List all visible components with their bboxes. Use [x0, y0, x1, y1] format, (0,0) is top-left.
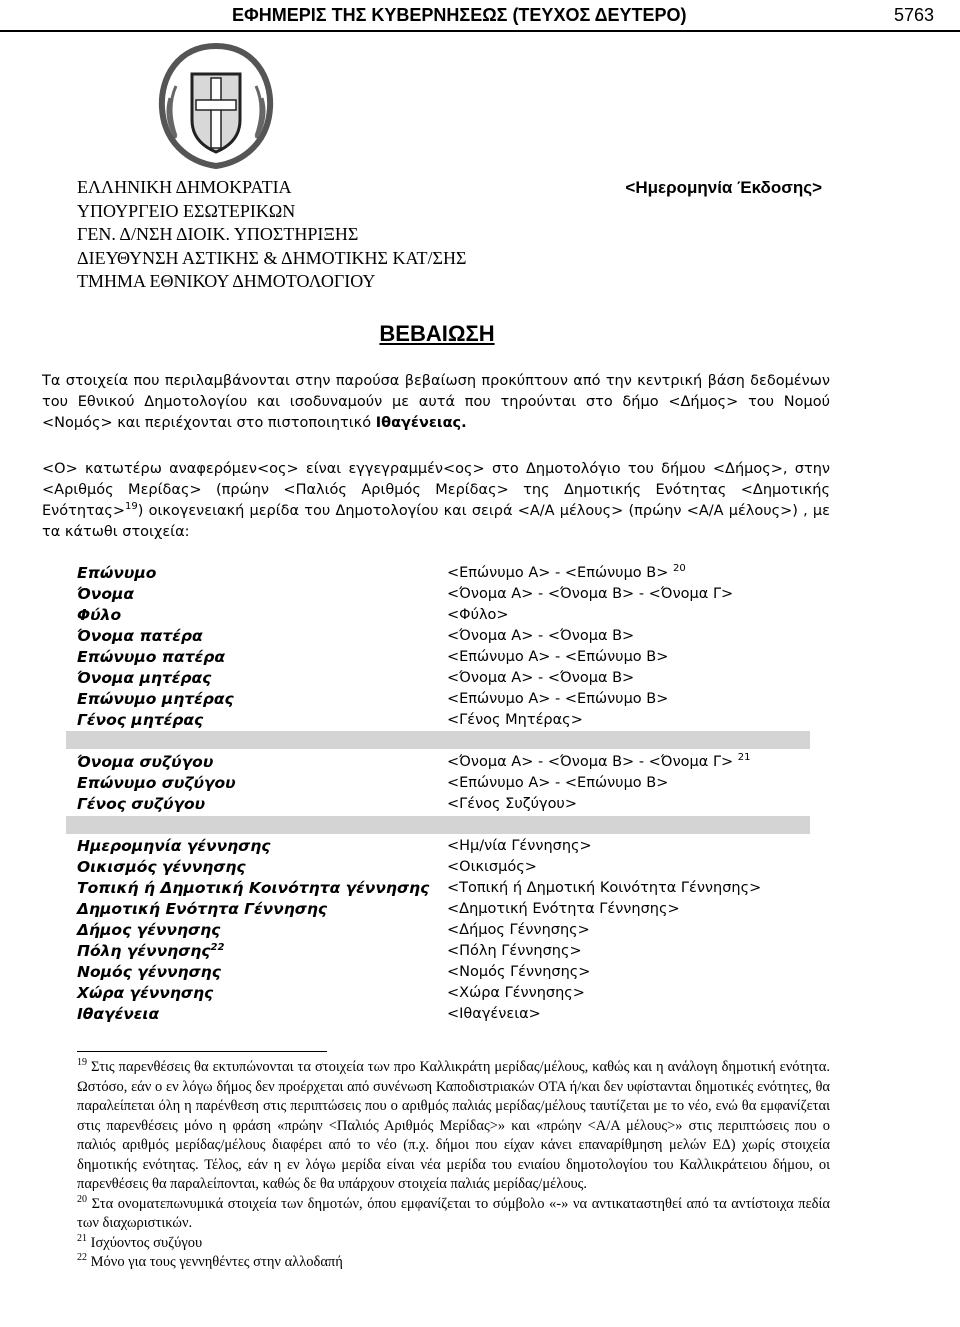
- field-label: Δημοτική Ενότητα Γέννησης: [77, 900, 328, 918]
- intro-certificate-type: Ιθαγένειας.: [375, 415, 467, 431]
- field-row: [0, 689, 960, 710]
- field-value: <Γένος Μητέρας>: [447, 712, 583, 728]
- field-value: <Όνομα Α> - <Όνομα Β>: [447, 670, 635, 686]
- footnote-ref: 22: [210, 941, 225, 953]
- authority-line: ΤΜΗΜΑ ΕΘΝΙΚΟΥ ΔΗΜΟΤΟΛΟΓΙΟΥ: [77, 271, 376, 291]
- field-row: [0, 962, 960, 983]
- field-row: [0, 920, 960, 941]
- field-row: [0, 983, 960, 1004]
- field-row: [0, 605, 960, 626]
- field-label: Ιθαγένεια: [77, 1005, 160, 1023]
- authority-line: ΔΙΕΥΘΥΝΣΗ ΑΣΤΙΚΗΣ & ΔΗΜΟΤΙΚΗΣ ΚΑΤ/ΣΗΣ: [77, 247, 467, 268]
- issuing-authority: [77, 176, 467, 294]
- field-label: Χώρα γέννησης: [77, 984, 214, 1002]
- footnote-ref: 19: [125, 501, 138, 513]
- field-value: <Φύλο>: [447, 607, 509, 623]
- footnote-separator: [77, 1051, 327, 1052]
- registration-text-a: <Ο> κατωτέρω αναφερόμεν<ος> είναι εγγεγραμμέν<ος> στο Δημοτολόγιο του δήμου <Δήμος>, στην <Αριθμός Μερίδας> (πρώην <Παλιός Αριθμός Μερίδας> της Δημοτικής Ενότητας <Δημοτικής Ενότητας>: [42, 461, 830, 519]
- greek-coat-of-arms-icon: [148, 38, 284, 174]
- field-value: <Ημ/νία Γέννησης>: [447, 838, 592, 854]
- field-row: [0, 647, 960, 668]
- registration-paragraph: [42, 459, 830, 543]
- footnote: $^{21}$ Ισχύοντος συζύγου: [77, 1232, 203, 1251]
- field-value: <Επώνυμο Α> - <Επώνυμο Β>: [447, 691, 669, 707]
- gazette-title: ΕΦΗΜΕΡΙΣ ΤΗΣ ΚΥΒΕΡΝΗΣΕΩΣ (ΤΕΥΧΟΣ ΔΕΥΤΕΡΟ): [232, 5, 687, 25]
- field-row: [0, 626, 960, 647]
- field-label: Επώνυμο συζύγου: [77, 774, 236, 792]
- authority-line: ΕΛΛΗΝΙΚΗ ΔΗΜΟΚΡΑΤΙΑ: [77, 177, 292, 197]
- field-row: [0, 899, 960, 920]
- personal-details: [0, 563, 960, 1025]
- field-label: Επώνυμο πατέρα: [77, 648, 225, 666]
- field-label: Οικισμός γέννησης: [77, 858, 246, 876]
- field-label: Νομός γέννησης: [77, 963, 221, 981]
- field-label: Τοπική ή Δημοτική Κοινότητα γέννησης: [77, 879, 430, 897]
- field-value: <Δημοτική Ενότητα Γέννησης>: [447, 901, 680, 917]
- field-value: <Ιθαγένεια>: [447, 1006, 541, 1022]
- field-value: <Οικισμός>: [447, 859, 537, 875]
- field-label: Όνομα μητέρας: [77, 669, 212, 687]
- field-row: [0, 773, 960, 794]
- field-value: <Επώνυμο Α> - <Επώνυμο Β> $^{20}$: [447, 563, 686, 581]
- field-value: <Νομός Γέννησης>: [447, 964, 591, 980]
- field-label: Όνομα συζύγου: [77, 753, 214, 771]
- field-value: <Όνομα Α> - <Όνομα Β> - <Όνομα Γ> $^{21}$: [447, 752, 751, 770]
- intro-text: Τα στοιχεία που περιλαμβάνονται στην παρούσα βεβαίωση προκύπτουν από την κεντρική βάση δεδομένων του Εθνικού Δημοτολογίου και ισοδυναμούν με αυτά που τηρούνται στο δήμο <Δήμος> του Νομού <Νομός> και περιέχονται στο πιστοποιητικό: [42, 373, 830, 431]
- field-row: [0, 1004, 960, 1025]
- document-title: ΒΕΒΑΙΩΣΗ: [379, 321, 495, 346]
- issue-date: <Ημερομηνία Έκδοσης>: [625, 178, 822, 197]
- footnote-ref: 21: [737, 752, 751, 764]
- field-row: [0, 857, 960, 878]
- field-value: <Επώνυμο Α> - <Επώνυμο Β>: [447, 775, 669, 791]
- field-row: [0, 563, 960, 584]
- field-row: [0, 752, 960, 773]
- field-label: Δήμος γέννησης: [77, 921, 221, 939]
- field-label: Επώνυμο: [77, 564, 157, 582]
- footnote: $^{19}$ Στις παρενθέσεις θα εκτυπώνονται τα στοιχεία των προ Καλλικράτη μερίδας/μέλους, καθώς και η ανάλογη δημοτική ενότητα. Ωστόσο, εάν ο εν λόγω δήμος δεν προέρχεται από συνένωση Καποδιστριακών ΟΤΑ ή/και δεν υφίστανται δημοτικές ενότητες, θα παραλείπεται όλη η παρένθεση στις περιπτώσεις που ο αριθμός παλιάς μερίδας/μέλους ταυτίζεται με το νέο, ενώ θα εμφανίζεται στις παρενθέσεις μόνο η φράση «πρώην <Παλιός Αριθμός Μερίδας>» και «πρώην <Α/Α μέλους>» στις περιπτώσεις που ο παλιός αριθμός μερίδας/μέλους διαφέρει από το νέο (π.χ. δήμοι που είχαν κάνει επαναρίθμηση μελών ΕΔ) χωρίς στοιχεία δημοτικής ενότητας. Τέλος, εάν η εν λόγω μερίδα είναι νέα μερίδα του ενιαίου δημοτολογίου του Καλλικράτειου δήμου, οι παρενθέσεις θα παραλείπονται, καθώς δε θα υπάρχουν στοιχεία παλιάς μερίδας/μέλους.: [77, 1057, 831, 1192]
- field-row: [0, 941, 960, 962]
- field-value: <Τοπική ή Δημοτική Κοινότητα Γέννησης>: [447, 880, 762, 896]
- registration-text-b: ) οικογενειακή μερίδα του Δημοτολογίου και σειρά <Α/Α μέλους> (πρώην <Α/Α μέλους>) , με τα κάτωθι στοιχεία:: [42, 503, 830, 540]
- field-row: [0, 584, 960, 605]
- field-row: [0, 794, 960, 815]
- field-value: <Πόλη Γέννησης>: [447, 943, 582, 959]
- field-label: Γένος συζύγου: [77, 795, 206, 813]
- footnote: $^{22}$ Μόνο για τους γεννηθέντες στην αλλοδαπή: [77, 1252, 343, 1270]
- authority-line: ΓΕΝ. Δ/ΝΣΗ ΔΙΟΙΚ. ΥΠΟΣΤΗΡΙΞΗΣ: [77, 224, 359, 244]
- footnote: $^{20}$ Στα ονοματεπωνυμικά στοιχεία των δημοτών, όπου εμφανίζεται το σύμβολο «-» να αντικαταστηθεί από τα αντίστοιχα πεδία των διαχωριστικών.: [77, 1193, 831, 1231]
- field-row: [0, 878, 960, 899]
- field-value: <Επώνυμο Α> - <Επώνυμο Β>: [447, 649, 669, 665]
- field-value: <Όνομα Α> - <Όνομα Β> - <Όνομα Γ>: [447, 586, 734, 602]
- field-row: [0, 836, 960, 857]
- field-label: Γένος μητέρας: [77, 711, 204, 729]
- page-number: 5763: [893, 5, 934, 25]
- footnotes: [77, 1058, 830, 1273]
- field-label: Πόλη γέννησης$^{22}$: [77, 941, 225, 960]
- authority-line: ΥΠΟΥΡΓΕΙΟ ΕΣΩΤΕΡΙΚΩΝ: [77, 200, 296, 221]
- intro-paragraph: [42, 371, 830, 434]
- field-row: [0, 668, 960, 689]
- field-value: <Όνομα Α> - <Όνομα Β>: [447, 628, 635, 644]
- field-value: <Δήμος Γέννησης>: [447, 922, 590, 938]
- field-value: <Γένος Συζύγου>: [447, 796, 577, 812]
- field-label: Όνομα: [77, 585, 135, 603]
- field-label: Επώνυμο μητέρας: [77, 690, 234, 708]
- field-label: Όνομα πατέρα: [77, 627, 203, 645]
- field-row: [0, 710, 960, 731]
- field-value: <Χώρα Γέννησης>: [447, 985, 585, 1001]
- field-label: Ημερομηνία γέννησης: [77, 837, 271, 855]
- field-label: Φύλο: [77, 606, 122, 624]
- gazette-header: [0, 0, 960, 32]
- footnote-ref: 20: [672, 563, 686, 575]
